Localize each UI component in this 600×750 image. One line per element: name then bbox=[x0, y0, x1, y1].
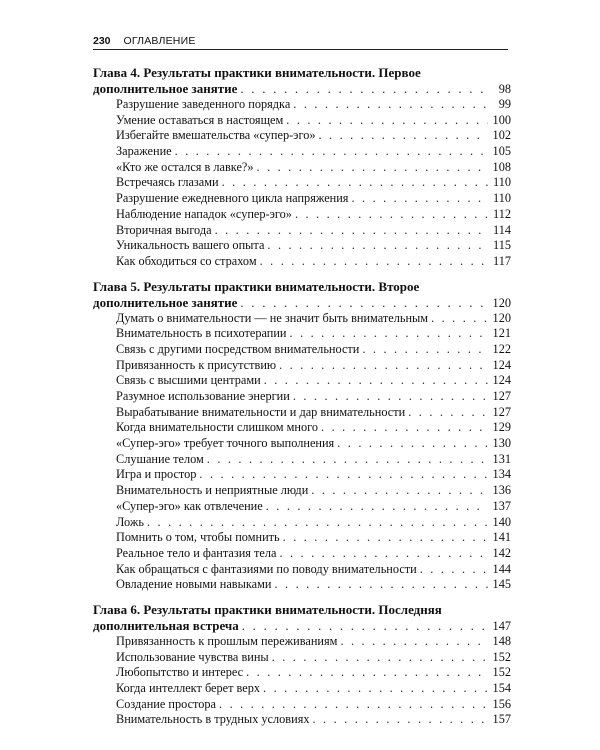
section-page-number: 100 bbox=[492, 112, 511, 127]
section-title: Внимательность в психотерапии bbox=[116, 326, 287, 341]
chapter-page-number: 120 bbox=[492, 295, 511, 310]
section-page-number: 115 bbox=[493, 238, 511, 253]
dot-leader bbox=[279, 358, 488, 374]
dot-leader bbox=[293, 389, 488, 405]
dot-leader bbox=[264, 373, 488, 389]
section-page-number: 131 bbox=[492, 451, 511, 466]
chapter-title: Глава 4. Результаты практики внимательности. Первое bbox=[93, 65, 421, 80]
dot-leader bbox=[283, 530, 488, 546]
chapter-entry[interactable] bbox=[93, 618, 511, 634]
section-title: Думать о внимательности — не значит быть внимательным bbox=[116, 310, 429, 325]
chapter-title: Глава 5. Результаты практики внимательности. Второе bbox=[93, 278, 420, 294]
section-title: Избегайте вмешательства «супер-эго» bbox=[116, 128, 316, 143]
section-title: Слушание телом bbox=[116, 451, 204, 466]
section-page-number: 124 bbox=[492, 357, 511, 372]
dot-leader bbox=[286, 113, 488, 129]
page-number: 230 bbox=[93, 35, 111, 47]
chapter-title: Глава 6. Результаты практики внимательности. Последняя bbox=[93, 601, 442, 617]
chapter-block bbox=[93, 601, 511, 728]
toc-entry[interactable] bbox=[93, 175, 511, 191]
chapter-page-number: 147 bbox=[492, 618, 511, 633]
dot-leader bbox=[242, 618, 488, 634]
section-title: Овладение новыми навыками bbox=[116, 577, 272, 592]
dot-leader bbox=[321, 420, 488, 436]
toc-entry[interactable] bbox=[93, 373, 511, 389]
toc-entry[interactable] bbox=[93, 97, 511, 113]
section-title: Уникальность вашего опыта bbox=[116, 238, 265, 253]
dot-leader bbox=[266, 499, 488, 515]
section-page-number: 142 bbox=[492, 545, 511, 560]
section-title: Когда внимательности слишком много bbox=[116, 420, 319, 435]
dot-leader bbox=[215, 223, 488, 239]
dot-leader bbox=[279, 546, 488, 562]
toc-entry[interactable] bbox=[93, 254, 511, 270]
section-page-number: 154 bbox=[492, 681, 511, 695]
section-page-number: 137 bbox=[492, 498, 511, 513]
section-title: Помнить о том, чтобы помнить bbox=[116, 530, 280, 545]
dot-leader bbox=[199, 467, 488, 483]
section-title: Связь с высшими центрами bbox=[116, 373, 261, 388]
section-page-number: 127 bbox=[492, 389, 511, 403]
toc-entry[interactable] bbox=[93, 712, 511, 728]
section-page-number: 121 bbox=[492, 326, 511, 341]
section-title: Внимательность в трудных условиях bbox=[116, 712, 310, 727]
section-title: Привязанность к прошлым переживаниям bbox=[116, 633, 338, 648]
dot-leader bbox=[293, 97, 488, 113]
dot-leader bbox=[362, 342, 488, 358]
section-title: Когда интеллект берет верх bbox=[116, 681, 261, 695]
section-page-number: 102 bbox=[492, 128, 511, 143]
section-title: «Супер-эго» как отвлечение bbox=[116, 498, 263, 513]
section-page-number: 152 bbox=[492, 665, 511, 680]
section-title: Внимательность и неприятные люди bbox=[116, 483, 309, 498]
dot-leader bbox=[219, 697, 488, 713]
dot-leader bbox=[240, 295, 488, 311]
section-page-number: 136 bbox=[492, 483, 511, 498]
toc-entry[interactable] bbox=[93, 420, 511, 436]
section-title: Разрушение заведенного порядка bbox=[116, 97, 291, 111]
toc-entry[interactable] bbox=[93, 238, 511, 254]
section-page-number: 110 bbox=[493, 175, 511, 190]
toc-entry[interactable] bbox=[93, 405, 511, 421]
section-page-number: 108 bbox=[492, 159, 511, 174]
running-header bbox=[93, 35, 508, 50]
toc-entry[interactable] bbox=[93, 634, 511, 650]
dot-leader bbox=[257, 160, 488, 176]
section-title: Вырабатывание внимательности и дар внимательности bbox=[116, 404, 406, 419]
toc-entry[interactable] bbox=[93, 207, 511, 223]
toc-entry[interactable] bbox=[93, 530, 511, 546]
toc-entry[interactable] bbox=[93, 467, 511, 483]
dot-leader bbox=[263, 681, 488, 697]
toc-entry[interactable] bbox=[93, 515, 511, 531]
dot-leader bbox=[207, 452, 488, 468]
dot-leader bbox=[351, 191, 488, 207]
section-page-number: 112 bbox=[493, 206, 511, 221]
toc-entry[interactable] bbox=[93, 223, 511, 239]
dot-leader bbox=[420, 562, 488, 578]
section-title: Как обходиться со страхом bbox=[116, 253, 257, 268]
section-title: Игра и простор bbox=[116, 467, 197, 482]
section-title: Умение оставаться в настоящем bbox=[116, 112, 284, 127]
toc-entry[interactable] bbox=[93, 483, 511, 499]
dot-leader bbox=[274, 577, 488, 593]
dot-leader bbox=[260, 254, 488, 270]
section-title: Разумное использование энергии bbox=[116, 389, 290, 403]
chapter-entry[interactable] bbox=[93, 295, 511, 311]
toc-entry[interactable] bbox=[93, 436, 511, 452]
chapter-block bbox=[93, 278, 511, 593]
section-page-number: 141 bbox=[492, 530, 511, 545]
toc-entry[interactable] bbox=[93, 342, 511, 358]
section-page-number: 117 bbox=[493, 253, 511, 268]
section-title: Вторичная выгода bbox=[116, 222, 212, 237]
dot-leader bbox=[222, 175, 488, 191]
toc-entry[interactable] bbox=[93, 499, 511, 515]
section-title: Ложь bbox=[116, 514, 144, 529]
toc-entry[interactable] bbox=[93, 546, 511, 562]
section-title: Наблюдение нападок «супер-эго» bbox=[116, 206, 292, 221]
toc-entry[interactable] bbox=[93, 452, 511, 468]
dot-leader bbox=[267, 238, 488, 254]
section-title: Разрушение ежедневного цикла напряжения bbox=[116, 191, 349, 206]
section-page-number: 144 bbox=[492, 561, 511, 576]
section-page-number: 122 bbox=[492, 341, 511, 356]
section-page-number: 140 bbox=[492, 514, 511, 529]
toc-entry[interactable] bbox=[93, 681, 511, 697]
toc-entry[interactable] bbox=[93, 128, 511, 144]
section-title: «Кто же остался в лавке?» bbox=[116, 159, 254, 174]
running-title: ОГЛАВЛЕНИЕ bbox=[123, 35, 196, 47]
section-title: Любопытство и интерес bbox=[116, 665, 244, 680]
toc-entry[interactable] bbox=[93, 326, 511, 342]
dot-leader bbox=[246, 665, 488, 681]
section-page-number: 129 bbox=[492, 420, 511, 435]
toc-entry[interactable] bbox=[93, 577, 511, 593]
dot-leader bbox=[408, 405, 488, 421]
dot-leader bbox=[240, 81, 488, 97]
chapter-page-number: 98 bbox=[498, 82, 511, 96]
dot-leader bbox=[290, 326, 488, 342]
toc-entry[interactable] bbox=[93, 160, 511, 176]
toc-entry[interactable] bbox=[93, 650, 511, 666]
section-title: Привязанность к присутствию bbox=[116, 357, 277, 372]
dot-leader bbox=[295, 207, 488, 223]
section-page-number: 130 bbox=[492, 436, 511, 451]
toc-entry[interactable] bbox=[93, 311, 511, 327]
section-page-number: 156 bbox=[492, 696, 511, 711]
section-page-number: 145 bbox=[492, 577, 511, 592]
section-page-number: 148 bbox=[492, 633, 511, 648]
section-title: Создание простора bbox=[116, 696, 217, 711]
section-title: Реальное тело и фантазия тела bbox=[116, 545, 277, 560]
section-title: Как обращаться с фантазиями по поводу внимательности bbox=[116, 561, 417, 576]
chapter-block bbox=[93, 64, 511, 270]
dot-leader bbox=[313, 712, 489, 728]
chapter-title-cont: дополнительная встреча bbox=[93, 617, 239, 633]
dot-leader bbox=[340, 634, 488, 650]
dot-leader bbox=[175, 144, 488, 160]
section-title: Заражение bbox=[116, 144, 172, 159]
toc-entry[interactable] bbox=[93, 389, 511, 405]
toc-entry[interactable] bbox=[93, 113, 511, 129]
section-page-number: 105 bbox=[492, 144, 511, 159]
section-page-number: 157 bbox=[492, 712, 511, 727]
section-page-number: 120 bbox=[492, 310, 511, 325]
toc-entry[interactable] bbox=[93, 358, 511, 374]
table-of-contents bbox=[93, 64, 511, 736]
section-page-number: 124 bbox=[492, 373, 511, 388]
toc-entry[interactable] bbox=[93, 697, 511, 713]
dot-leader bbox=[311, 483, 488, 499]
section-title: «Супер-эго» требует точного выполнения bbox=[116, 436, 335, 451]
toc-entry[interactable] bbox=[93, 144, 511, 160]
dot-leader bbox=[337, 436, 488, 452]
section-title: Встречаясь глазами bbox=[116, 175, 219, 190]
chapter-title-cont: дополнительное занятие bbox=[93, 81, 238, 96]
section-page-number: 99 bbox=[498, 97, 511, 111]
dot-leader bbox=[147, 515, 488, 531]
dot-leader bbox=[431, 311, 488, 327]
toc-entry[interactable] bbox=[93, 191, 511, 207]
section-page-number: 114 bbox=[493, 222, 511, 237]
dot-leader bbox=[272, 650, 488, 666]
dot-leader bbox=[319, 128, 489, 144]
chapter-entry[interactable] bbox=[93, 81, 511, 97]
section-page-number: 152 bbox=[492, 649, 511, 664]
toc-entry[interactable] bbox=[93, 562, 511, 578]
section-title: Использование чувства вины bbox=[116, 649, 269, 664]
section-page-number: 134 bbox=[492, 467, 511, 482]
section-title: Связь с другими посредством внимательности bbox=[116, 341, 360, 356]
section-page-number: 110 bbox=[493, 191, 511, 206]
toc-entry[interactable] bbox=[93, 665, 511, 681]
section-page-number: 127 bbox=[492, 404, 511, 419]
chapter-title-cont: дополнительное занятие bbox=[93, 294, 238, 310]
